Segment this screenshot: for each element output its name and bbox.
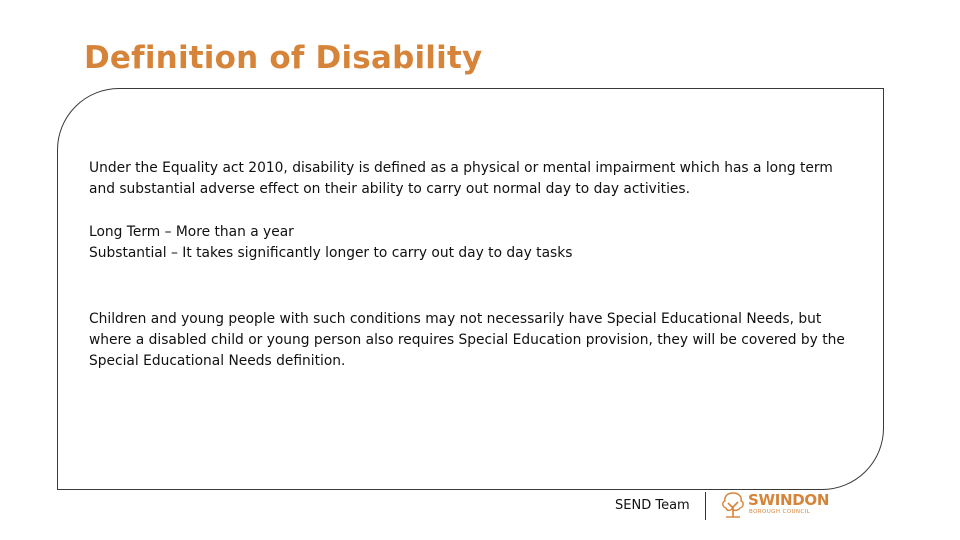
substantial-line: Substantial – It takes significantly longer to carry out day to day tasks [89,245,573,261]
sen-line-3: Special Educational Needs definition. [89,353,346,369]
definition-line-1: Under the Equality act 2010, disability is defined as a physical or mental impairment which has a long term [89,160,833,176]
tree-icon [720,490,746,520]
swindon-logo [720,490,830,522]
sen-paragraph [89,309,845,372]
content-box [57,88,884,490]
definition-paragraph [89,158,833,200]
definition-line-2: and substantial adverse effect on their ability to carry out normal day to day activities. [89,181,690,197]
terms-paragraph [89,222,572,264]
footer-divider [705,492,706,520]
sen-line-2: where a disabled child or young person also requires Special Education provision, they will be covered by the [89,332,845,348]
footer-team-label: SEND Team [615,498,690,513]
long-term-line: Long Term – More than a year [89,224,294,240]
sen-line-1: Children and young people with such conditions may not necessarily have Special Educational Needs, but [89,311,822,327]
logo-name: SWINDON [748,491,830,509]
logo-subtitle: BOROUGH COUNCIL [749,509,811,515]
slide-title: Definition of Disability [84,40,483,76]
